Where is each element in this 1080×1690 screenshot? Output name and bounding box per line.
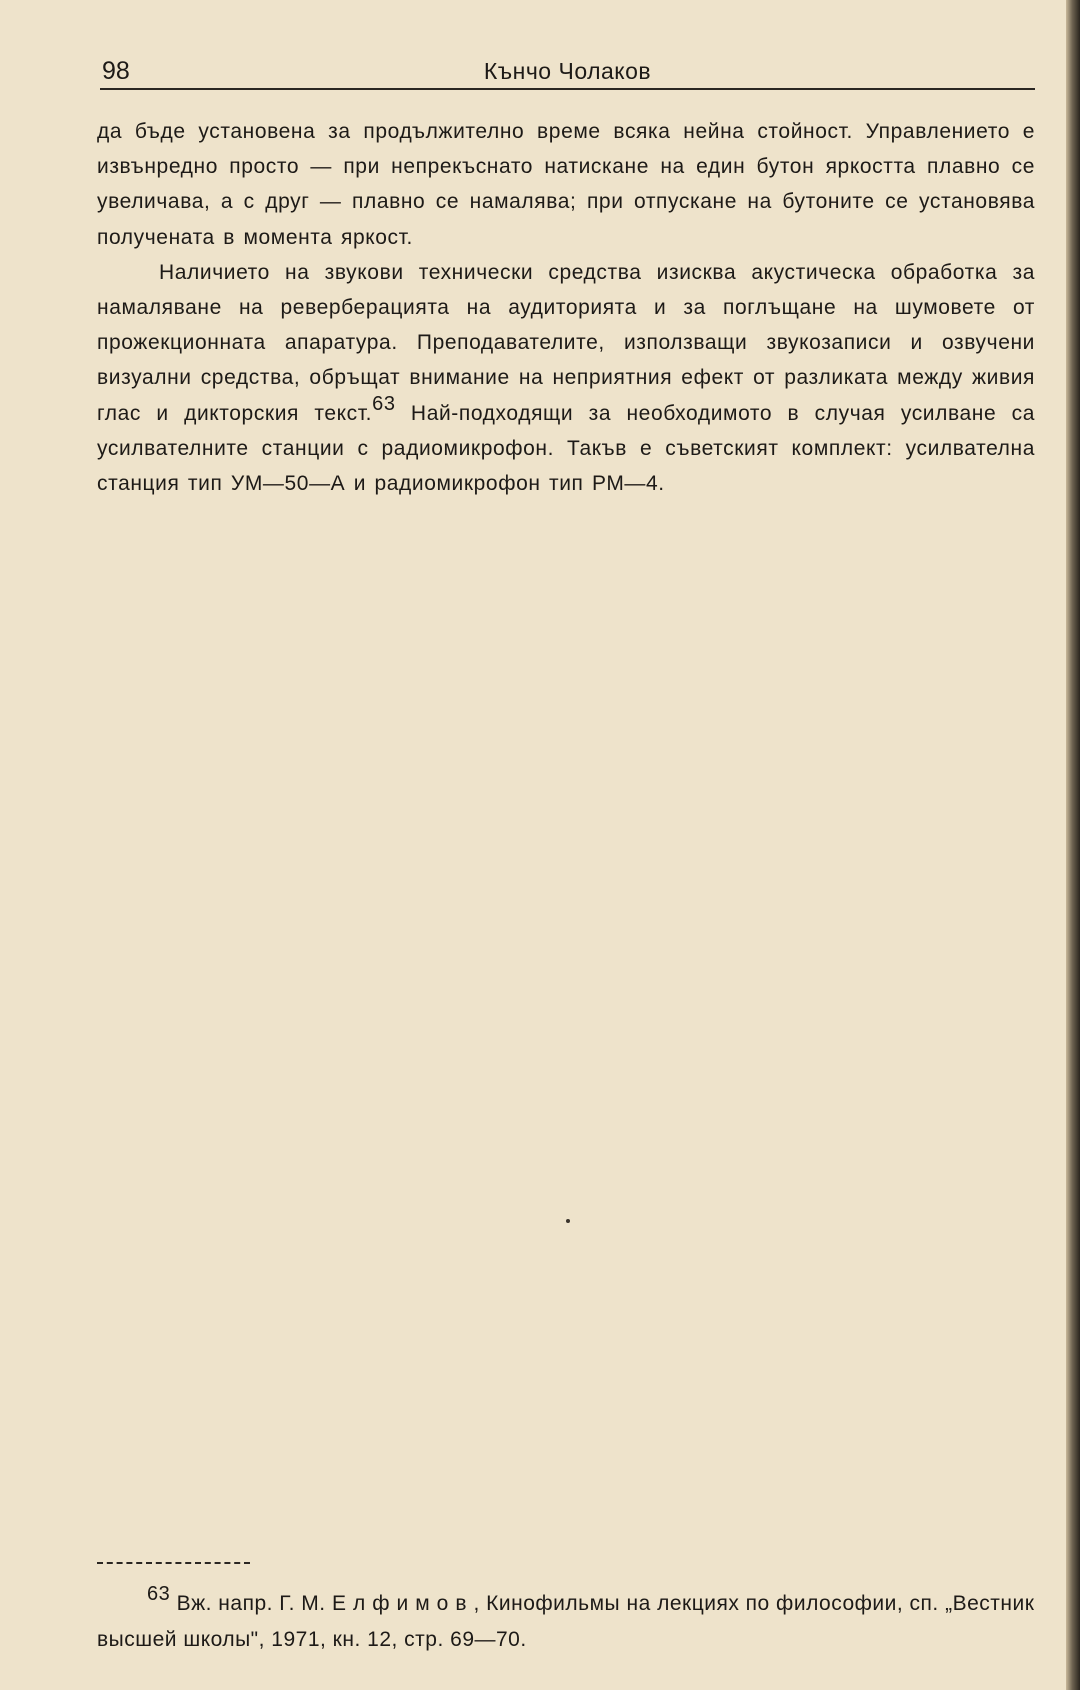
paragraph <box>97 255 1035 501</box>
footnote <box>97 1583 1035 1658</box>
footnote-citation: , Кинофильмы на лекциях по философии, сп. „Вестник высшей школы", 1971, кн. 12, стр. 69—70. <box>97 1592 1035 1651</box>
footnote-text <box>97 1583 1035 1658</box>
footnote-lead: Вж. напр. Г. М. <box>170 1592 332 1615</box>
footnote-separator <box>97 1562 250 1564</box>
paragraph: да бъде установена за продължително време всяка нейна стойност. Управлението е извънредно просто — при непрекъснато натискане на един бутон яркостта плавно се увеличава, а с друг — плавно се намалява; при отпускане на бутоните се установява получената в момента яркост. <box>97 120 1035 249</box>
footnote-author: Елфимов <box>331 1592 474 1615</box>
body-text <box>97 114 1035 501</box>
running-header <box>100 54 1035 90</box>
footnote-number: 63 <box>147 1583 171 1605</box>
page-number: 98 <box>102 57 130 85</box>
paragraph-text-continued: Най-подходящи за необходимото в случая усилване са усилвателните станции с радиомикрофон. Такъв е съветският комплект: усилвателна станция тип УМ—50—А и радиомикрофон тип РМ—4. <box>97 401 1036 496</box>
footnote-reference: 63 <box>372 392 396 415</box>
page-edge-shadow <box>1066 0 1080 1690</box>
print-speck <box>566 1219 570 1223</box>
paragraph-text: Наличието на звукови технически средства изисква акустическа обработка за намаляване на реверберацията на аудиторията и за поглъщане на шумовете от прожекционната апаратура. Преподавателите, използващи звукозаписи и озвучени визуални средства, обръщат внимание на неприятния ефект от разликата между живия глас и дикторския текст. <box>97 260 1035 425</box>
running-title: Кънчо Чолаков <box>483 58 652 84</box>
